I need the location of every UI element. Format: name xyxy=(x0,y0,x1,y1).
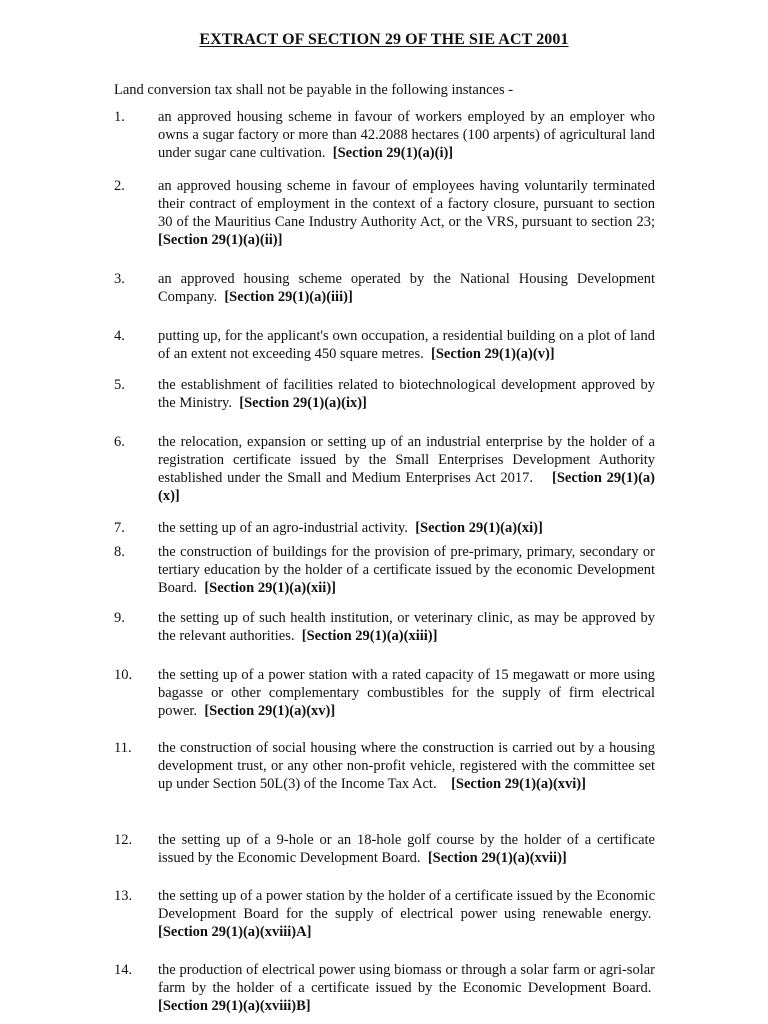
item-number: 14. xyxy=(114,962,133,978)
item-text: an approved housing scheme in favour of employees having voluntarily terminated their contract of employment in the context of a factory closure, pursuant to section 30 of the Mauritius Cane Industry Authority Act, or the VRS, pursuant to section 23; [Section 29(1)(a)(ii)] xyxy=(158,178,655,248)
section-reference: [Section 29(1)(a)(xvii)] xyxy=(427,850,567,866)
section-reference: [Section 29(1)(a)(xv)] xyxy=(204,703,336,719)
item-text: putting up, for the applicant's own occupation, a residential building on a plot of land of an extent not exceeding 450 square metres. [Section 29(1)(a)(v)] xyxy=(158,328,655,362)
item-number: 10. xyxy=(114,667,133,683)
section-reference: [Section 29(1)(a)(xi)] xyxy=(415,520,543,536)
section-reference: [Section 29(1)(a)(xiii)] xyxy=(301,628,438,644)
section-reference: [Section 29(1)(a)(ix)] xyxy=(239,395,367,411)
item-text: an approved housing scheme in favour of workers employed by an employer who owns a sugar factory or more than 42.2088 hectares (100 arpents) of agricultural land under sugar cane cultivation. [Section 29(1)(a)(i)] xyxy=(158,109,655,161)
item-number: 13. xyxy=(114,888,133,904)
item-text: the setting up of a power station by the holder of a certificate issued by the Economic Development Board for the supply of electrical power using renewable energy. [Section 29(1)(a)(xviii)A] xyxy=(158,888,655,940)
item-text: the setting up of a power station with a rated capacity of 15 megawatt or more using bagasse or other complementary combustibles for the supply of firm electrical power. [Section 29(1)(a)(xv)] xyxy=(158,667,655,719)
item-number: 11. xyxy=(114,740,132,756)
item-number: 3. xyxy=(114,271,125,287)
item-text: the construction of social housing where the construction is carried out by a housing development trust, or any other non-profit vehicle, registered with the committee set up under Section 50L(3) of the Income Tax Act. [Section 29(1)(a)(xvi)] xyxy=(158,740,655,792)
document-title: EXTRACT OF SECTION 29 OF THE SIE ACT 2001 xyxy=(199,31,569,48)
item-number: 6. xyxy=(114,434,125,450)
section-reference: [Section 29(1)(a)(xviii)B] xyxy=(158,998,311,1014)
item-number: 8. xyxy=(114,544,125,560)
item-number: 4. xyxy=(114,328,125,344)
item-text: an approved housing scheme operated by the National Housing Development Company. [Section 29(1)(a)(iii)] xyxy=(158,271,655,305)
item-text: the setting up of such health institution, or veterinary clinic, as may be approved by the relevant authorities. [Section 29(1)(a)(xiii)] xyxy=(158,610,655,644)
section-reference: [Section 29(1)(a)(x)] xyxy=(158,470,655,504)
intro-text: Land conversion tax shall not be payable in the following instances - xyxy=(114,82,514,98)
item-number: 5. xyxy=(114,377,125,393)
section-reference: [Section 29(1)(a)(i)] xyxy=(332,145,454,161)
item-text: the setting up of an agro-industrial activity. [Section 29(1)(a)(xi)] xyxy=(158,520,543,536)
item-number: 7. xyxy=(114,520,125,536)
section-reference: [Section 29(1)(a)(ii)] xyxy=(158,232,283,248)
section-reference: [Section 29(1)(a)(xvi)] xyxy=(451,776,586,792)
section-reference: [Section 29(1)(a)(iii)] xyxy=(224,289,353,305)
section-reference: [Section 29(1)(a)(xviii)A] xyxy=(158,924,312,940)
item-number: 9. xyxy=(114,610,125,626)
item-number: 12. xyxy=(114,832,133,848)
section-reference: [Section 29(1)(a)(xii)] xyxy=(204,580,336,596)
item-number: 2. xyxy=(114,178,125,194)
item-text: the relocation, expansion or setting up of an industrial enterprise by the holder of a registration certificate issued by the Small Enterprises Development Authority established under the Small and Medium Enterprises Act 2017. [Section 29(1)(a)(x)] xyxy=(158,434,655,504)
item-number: 1. xyxy=(114,109,125,125)
item-text: the establishment of facilities related to biotechnological development approved by the Ministry. [Section 29(1)(a)(ix)] xyxy=(158,377,655,411)
section-reference: [Section 29(1)(a)(v)] xyxy=(431,346,555,362)
item-text: the production of electrical power using biomass or through a solar farm or agri-solar farm by the holder of a certificate issued by the Economic Development Board. [Section 29(1)(a)(xviii)B] xyxy=(158,962,655,1014)
item-text: the construction of buildings for the provision of pre-primary, primary, secondary or tertiary education by the holder of a certificate issued by the economic Development Board. [Section 29(1)(a)(xii)] xyxy=(158,544,655,596)
item-text: the setting up of a 9-hole or an 18-hole golf course by the holder of a certificate issued by the Economic Development Board. [Section 29(1)(a)(xvii)] xyxy=(158,832,655,866)
